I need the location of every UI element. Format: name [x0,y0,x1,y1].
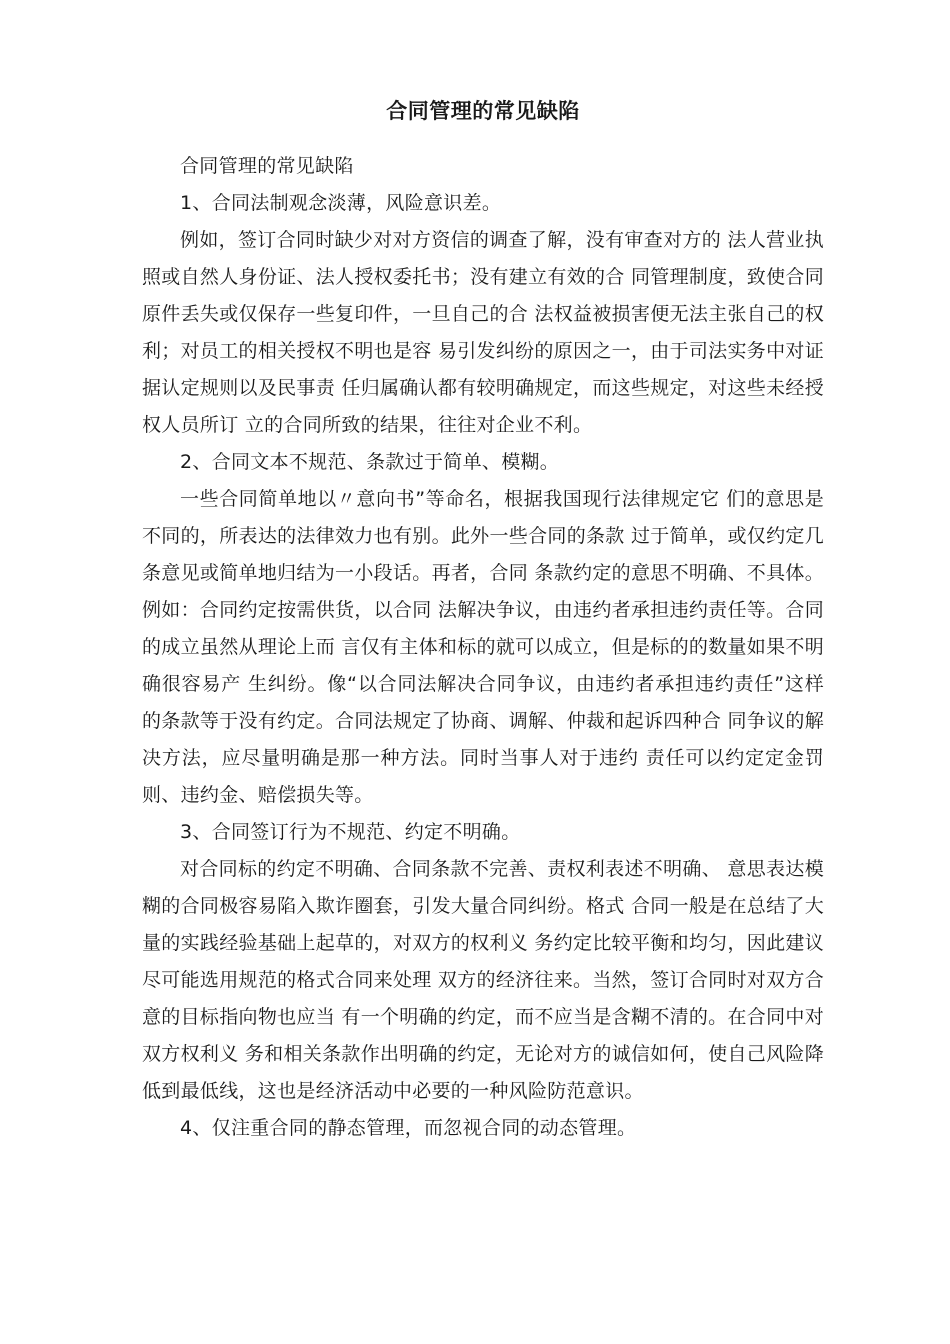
paragraph-heading-2: 2、合同文本不规范、条款过于简单、模糊。 [180,451,560,473]
paragraph-heading-4: 4、仅注重合同的静态管理，而忽视合同的动态管理。 [180,1117,637,1139]
paragraph-heading-3: 3、合同签订行为不规范、约定不明确。 [180,821,521,843]
paragraph-body-2: 一些合同简单地以〃意向书”等命名，根据我国现行法律规定它 们的意思是不同的，所表达的法律效力也有别。此外一些合同的条款 过于简单，或仅约定几条意见或简单地归结为一小段话。再者，合同 条款约定的意思不明确、不具体。例如：合同约定按需供货，以合同 法解决争议，由违约者承担违约责任等。合同的成立虽然从理论上而 言仅有主体和标的就可以成立，但是标的的数量如果不明确很容易产 生纠纷。像“以合同法解决合同争议，由违约者承担违约责任”这样 的条款等于没有约定。合同法规定了协商、调解、仲裁和起诉四种合 同争议的解决方法，应尽量明确是那一种方法。同时当事人对于违约 责任可以约定定金罚则、违约金、赔偿损失等。 [142,488,824,806]
paragraph-heading-1: 1、合同法制观念淡薄，风险意识差。 [180,192,502,214]
paragraph-body-3: 对合同标的约定不明确、合同条款不完善、责权利表述不明确、 意思表达模糊的合同极容易陷入欺诈圈套，引发大量合同纠纷。格式 合同一般是在总结了大量的实践经验基础上起草的，对双方的权利义 务约定比较平衡和均匀，因此建议尽可能选用规范的格式合同来处理 双方的经济往来。当然，签订合同时对双方合意的目标指向物也应当 有一个明确的约定，而不应当是含糊不清的。在合同中对双方权利义 务和相关条款作出明确的约定，无论对方的诚信如何，使自己风险降 低到最低线，这也是经济活动中必要的一种风险防范意识。 [142,858,824,1102]
paragraph-body-1: 例如，签订合同时缺少对对方资信的调查了解，没有审查对方的 法人营业执照或自然人身份证、法人授权委托书；没有建立有效的合 同管理制度，致使合同原件丢失或仅保存一些复印件，一旦自己的合 法权益被损害便无法主张自己的权利；对员工的相关授权不明也是容 易引发纠纷的原因之一，由于司法实务中对证据认定规则以及民事责 任归属确认都有较明确规定，而这些规定，对这些未经授权人员所订 立的合同所致的结果，往往对企业不利。 [142,229,824,436]
paragraph-subtitle: 合同管理的常见缺陷 [180,155,354,177]
document-title: 合同管理的常见缺陷 [386,99,580,123]
